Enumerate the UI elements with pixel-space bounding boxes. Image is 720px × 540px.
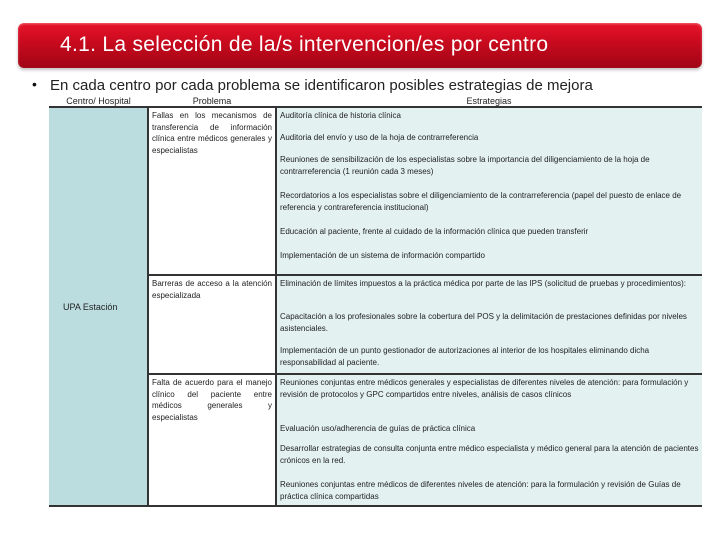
table-header-row [49,96,702,107]
header-estrategias: Estrategias [276,96,702,107]
estrategia-1-6: Implementación de un sistema de información compartido [276,248,702,275]
bullet-marker: • [32,76,37,92]
estrategia-1-2: Auditoria del envío y uso de la hoja de contrarreferencia [276,130,702,152]
centro-cell: UPA Estación [49,107,148,506]
slide-title-bar [18,23,702,68]
estrategia-2-1: Eliminación de límites impuestos a la práctica médica por parte de las IPS (solicitud de pruebas y procedimientos): [276,275,702,309]
table-row [49,107,702,130]
estrategia-1-4: Recordatorios a los especialistas sobre el diligenciamiento de la contrarreferencia (papel del puesto de enlace de referencia y contrareferencia institucional) [276,188,702,224]
header-centro: Centro/ Hospital [49,96,148,107]
strategy-table [49,96,702,507]
problema-cell-1: Fallas en los mecanismos de transferencia de información clínica entre médicos generales y especialistas [148,107,276,275]
problema-cell-3: Falta de acuerdo para el manejo clínico del paciente entre médicos generales y especialistas [148,374,276,506]
slide-title: 4.1. La selección de la/s intervencion/es por centro [60,33,549,56]
estrategia-3-4: Reuniones conjuntas entre médicos de diferentes niveles de atención: para la formulación y revisión de Guías de práctica clínica compartidas [276,477,702,506]
problema-cell-2: Barreras de acceso a la atención especializada [148,275,276,374]
intro-text: En cada centro por cada problema se identificaron posibles estrategias de mejora [50,77,593,94]
estrategia-1-3: Reuniones de sensibilización de los especialistas sobre la importancia del diligenciamiento de la hoja de contrarreferencia (1 reunión cada 3 meses) [276,152,702,188]
estrategia-3-1: Reuniones conjuntas entre médicos generales y especialistas de diferentes niveles de atención: para formulación y revisión de protocolos y GPC compartidos entre niveles, análisis de casos clínicos [276,374,702,421]
estrategia-2-3: Implementación de un punto gestionador de autorizaciones al interior de los hospitales eliminando dicha responsabilidad al paciente. [276,343,702,374]
estrategia-3-3: Desarrollar estrategias de consulta conjunta entre médico especialista y médico general para la atención de pacientes crónicos en la red. [276,441,702,477]
estrategia-3-2: Evaluación uso/adherencia de guías de práctica clínica [276,421,702,441]
header-problema: Problema [148,96,276,107]
estrategia-1-1: Auditoría clínica de historia clínica [276,107,702,130]
estrategia-1-5: Educación al paciente, frente al cuidado de la información clínica que pueden transferir [276,224,702,248]
estrategia-2-2: Capacitación a los profesionales sobre la cobertura del POS y la delimitación de prestaciones definidas por niveles asistenciales. [276,309,702,343]
